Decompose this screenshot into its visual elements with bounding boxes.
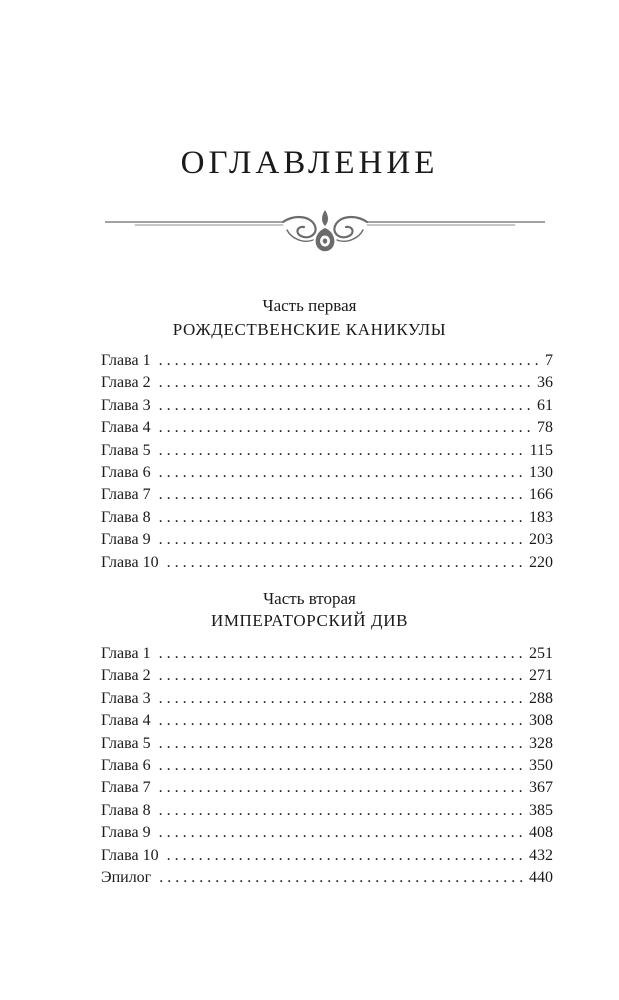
- chapter-name: Глава 8: [101, 508, 151, 526]
- dot-leader: [159, 665, 525, 687]
- dot-leader: [159, 462, 525, 484]
- chapter-name: Глава 10: [101, 846, 159, 864]
- page-number: 61: [537, 396, 553, 414]
- page-number: 350: [529, 756, 553, 774]
- page-number: 308: [529, 712, 553, 730]
- toc-entry: [101, 417, 553, 439]
- chapter-name: Эпилог: [101, 868, 152, 886]
- page-number: 385: [529, 801, 553, 819]
- toc-entry: [101, 733, 553, 755]
- dot-leader: [159, 440, 526, 462]
- part-2-title: ИМПЕРАТОРСКИЙ ДИВ: [210, 611, 409, 630]
- toc-entry: [101, 845, 553, 867]
- page-number: 130: [529, 463, 553, 481]
- dot-leader: [159, 800, 525, 822]
- dot-leader: [167, 552, 525, 574]
- page-number: 288: [529, 689, 553, 707]
- toc-entry: [101, 822, 553, 844]
- page-number: 271: [529, 667, 553, 685]
- page-number: 78: [537, 419, 553, 437]
- dot-leader: [159, 417, 533, 439]
- chapter-name: Глава 9: [101, 531, 151, 549]
- toc-entry: [101, 350, 553, 372]
- dot-leader: [159, 710, 525, 732]
- toc-entry: [101, 643, 553, 665]
- chapter-name: Глава 2: [101, 374, 151, 392]
- chapter-name: Глава 9: [101, 824, 151, 842]
- page-number: 166: [529, 486, 553, 504]
- chapter-name: Глава 6: [101, 463, 151, 481]
- toc-entry: [101, 755, 553, 777]
- page-number: 36: [537, 374, 553, 392]
- page-number: 408: [529, 824, 553, 842]
- chapter-name: Глава 1: [101, 352, 151, 369]
- part-2-label: Часть вторая: [263, 589, 356, 608]
- dot-leader: [159, 867, 525, 889]
- chapter-name: Глава 3: [101, 396, 151, 414]
- chapter-name: Глава 3: [101, 689, 151, 707]
- page-title: ОГЛАВЛЕНИЕ: [180, 145, 439, 181]
- toc-entry: [101, 665, 553, 687]
- dot-leader: [159, 755, 525, 777]
- dot-leader: [159, 643, 525, 665]
- chapter-name: Глава 6: [101, 756, 151, 774]
- part-2-toc-list: [101, 643, 553, 889]
- toc-entry: [101, 688, 553, 710]
- chapter-name: Глава 7: [101, 779, 151, 797]
- toc-entry: [101, 777, 553, 799]
- chapter-name: Глава 4: [101, 419, 151, 437]
- dot-leader: [159, 529, 525, 551]
- chapter-name: Глава 1: [101, 645, 151, 662]
- chapter-name: Глава 5: [101, 441, 151, 459]
- toc-entry: [101, 372, 553, 394]
- chapter-name: Глава 7: [101, 486, 151, 504]
- dot-leader: [159, 372, 533, 394]
- toc-entry: [101, 462, 553, 484]
- dot-leader: [159, 777, 525, 799]
- dot-leader: [159, 688, 525, 710]
- chapter-name: Глава 8: [101, 801, 151, 819]
- dot-leader: [167, 845, 525, 867]
- dot-leader: [159, 733, 525, 755]
- toc-entry: [101, 507, 553, 529]
- toc-entry: [101, 440, 553, 462]
- page-number: 251: [529, 645, 553, 662]
- chapter-name: Глава 4: [101, 712, 151, 730]
- page-number: 367: [529, 779, 553, 797]
- dot-leader: [159, 395, 533, 417]
- dot-leader: [159, 350, 541, 372]
- page-number: 440: [529, 868, 553, 886]
- dot-leader: [159, 484, 525, 506]
- part-1-label: Часть первая: [262, 296, 357, 315]
- page-number: 432: [529, 846, 553, 864]
- toc-entry: [101, 484, 553, 506]
- chapter-name: Глава 10: [101, 553, 159, 571]
- page-number: 7: [545, 352, 553, 369]
- dot-leader: [159, 507, 525, 529]
- toc-entry: [101, 552, 553, 574]
- toc-entry: [101, 800, 553, 822]
- toc-entry: [101, 395, 553, 417]
- part-1-toc-list: [101, 350, 553, 574]
- toc-entry: [101, 710, 553, 732]
- page-number: 115: [529, 441, 553, 459]
- page-number: 183: [529, 508, 553, 526]
- dot-leader: [159, 822, 525, 844]
- chapter-name: Глава 2: [101, 667, 151, 685]
- toc-entry: [101, 867, 553, 889]
- page-number: 203: [529, 531, 553, 549]
- toc-entry: [101, 529, 553, 551]
- page-number: 220: [529, 553, 553, 571]
- page-number: 328: [529, 734, 553, 752]
- chapter-name: Глава 5: [101, 734, 151, 752]
- flourish-divider-icon: [105, 208, 545, 254]
- part-1-title: РОЖДЕСТВЕНСКИЕ КАНИКУЛЫ: [172, 320, 447, 339]
